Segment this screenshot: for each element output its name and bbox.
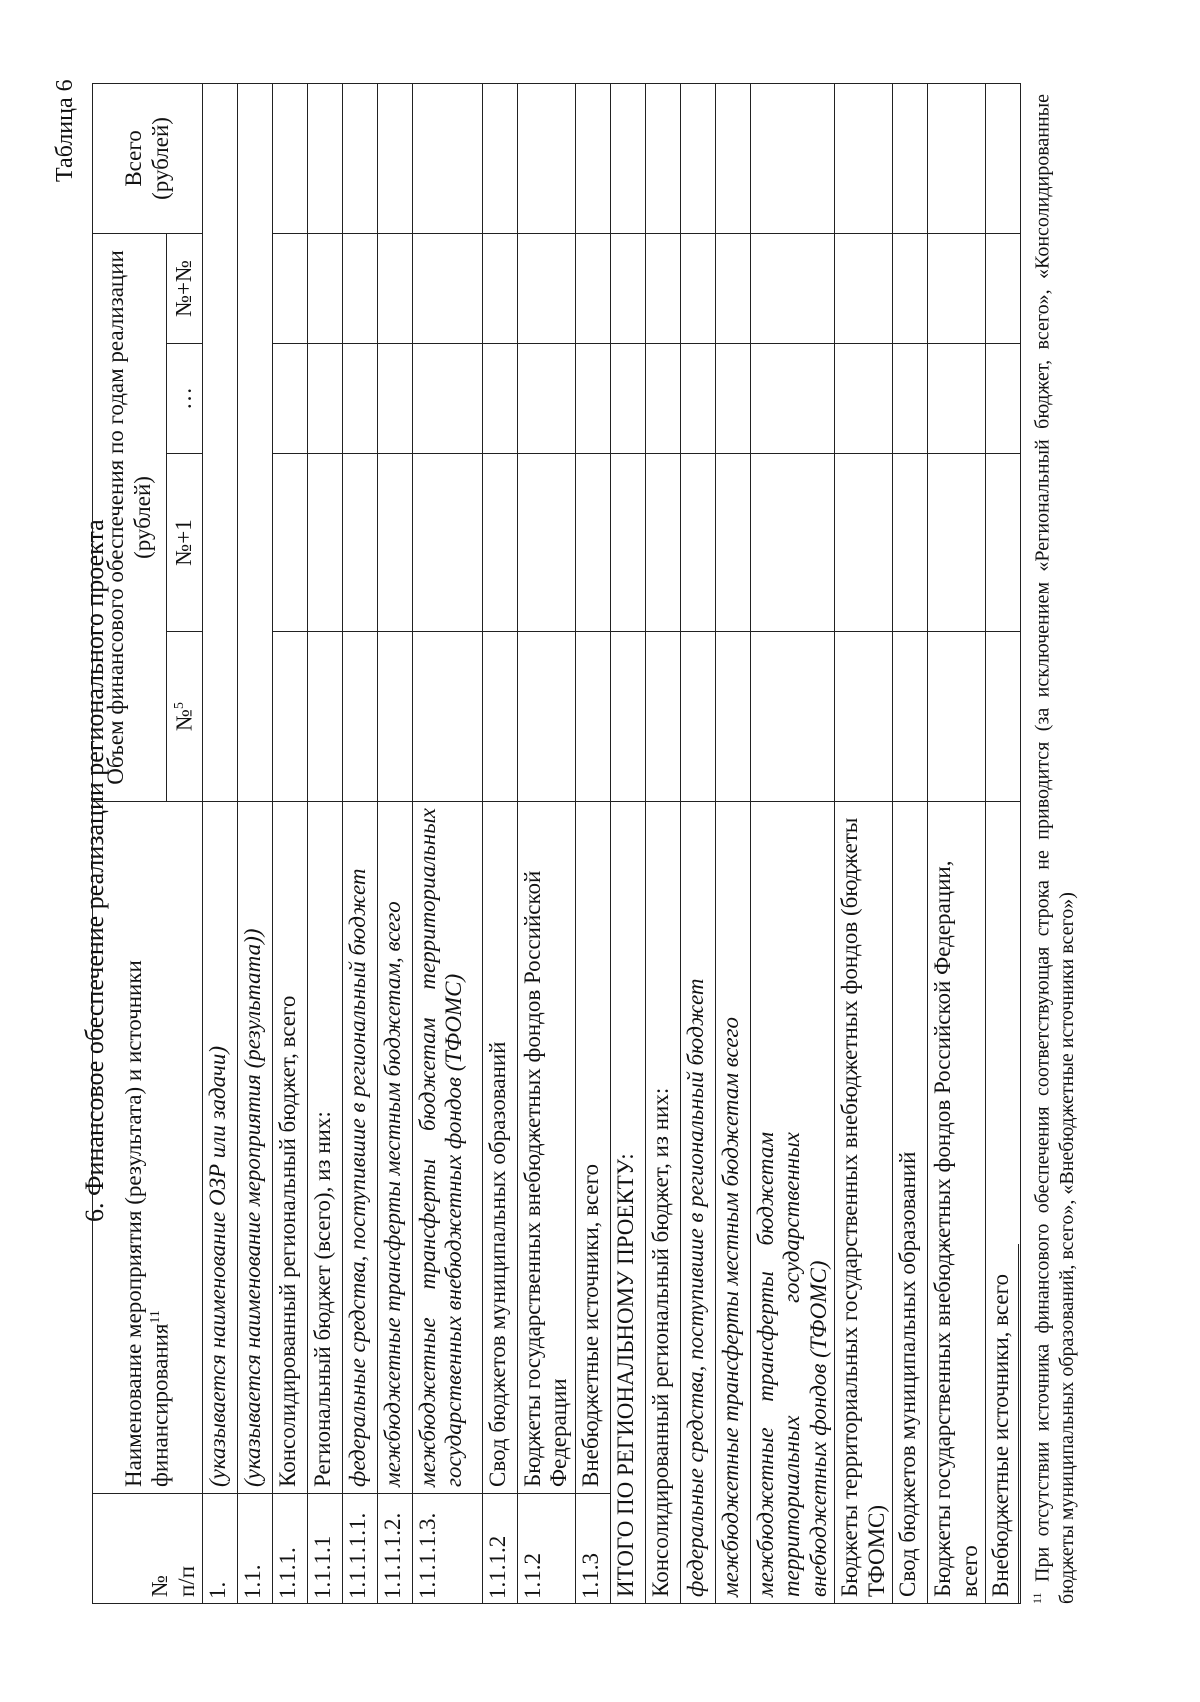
value-cell (343, 83, 378, 233)
value-cell (893, 83, 928, 233)
summary-row (985, 83, 1020, 1603)
summary-name: Консолидированный региональный бюджет, из них: (645, 802, 680, 1604)
value-cell (308, 454, 343, 632)
value-cell (835, 632, 893, 802)
value-cell (575, 632, 610, 802)
value-cell (483, 83, 518, 233)
value-cell (273, 632, 308, 802)
value-cell (575, 344, 610, 454)
table-caption: Таблица 6 (52, 79, 78, 182)
value-cell (308, 344, 343, 454)
value-cell (715, 233, 750, 343)
header-total: Всего (рублей) (93, 83, 203, 233)
value-cell (575, 233, 610, 343)
value-cell (893, 632, 928, 802)
value-cell (610, 344, 645, 454)
value-cell (273, 344, 308, 454)
row-name: Бюджеты государственных внебюджетных фондов Российской Федерации (518, 802, 576, 1494)
table-row (518, 83, 576, 1603)
value-cell (413, 454, 483, 632)
value-cell (273, 83, 308, 233)
header-name-footnote-mark: 11 (147, 1310, 163, 1324)
value-cell (835, 83, 893, 233)
value-cell (343, 344, 378, 454)
value-cell (715, 83, 750, 233)
value-cell (378, 454, 413, 632)
row-cell-empty (238, 83, 273, 801)
summary-row (680, 83, 715, 1603)
value-cell (518, 233, 576, 343)
summary-row (610, 83, 645, 1603)
row-num: 1.1. (238, 1494, 273, 1604)
value-cell (985, 83, 1020, 233)
value-cell (343, 632, 378, 802)
value-cell (680, 632, 715, 802)
summary-name: ИТОГО ПО РЕГИОНАЛЬНОМУ ПРОЕКТУ: (610, 802, 645, 1604)
table-row (413, 83, 483, 1603)
value-cell (378, 83, 413, 233)
value-cell (893, 344, 928, 454)
value-cell (985, 233, 1020, 343)
value-cell (308, 632, 343, 802)
financing-table (92, 83, 1021, 1604)
row-num: 1. (203, 1494, 238, 1604)
value-cell (518, 632, 576, 802)
value-cell (483, 344, 518, 454)
header-name (93, 802, 203, 1494)
value-cell (715, 454, 750, 632)
header-volume: Объем финансового обеспечения по годам реализации (рублей) (93, 233, 167, 801)
header-num (93, 1494, 203, 1604)
row-name: Свод бюджетов муниципальных образований (483, 802, 518, 1494)
header-year-1-mark: 5 (170, 702, 186, 709)
value-cell (413, 233, 483, 343)
value-cell (645, 83, 680, 233)
value-cell (680, 233, 715, 343)
summary-row (645, 83, 680, 1603)
value-cell (413, 83, 483, 233)
row-name: межбюджетные трансферты бюджетам территориальных государственных внебюджетных фондов (ТФОМС) (413, 802, 483, 1494)
value-cell (645, 233, 680, 343)
value-cell (715, 632, 750, 802)
row-name: Консолидированный региональный бюджет, всего (273, 802, 308, 1494)
value-cell (985, 454, 1020, 632)
value-cell (928, 344, 986, 454)
row-num: 1.1.1.1 (308, 1494, 343, 1604)
value-cell (610, 454, 645, 632)
value-cell (835, 233, 893, 343)
table-row (238, 83, 273, 1603)
value-cell (750, 454, 834, 632)
header-year-1-text: № (171, 708, 197, 731)
summary-row (835, 83, 893, 1603)
value-cell (483, 454, 518, 632)
value-cell (518, 454, 576, 632)
row-name: (указывается наименование ОЗР или задачи) (203, 802, 238, 1494)
value-cell (378, 632, 413, 802)
value-cell (680, 344, 715, 454)
value-cell (575, 83, 610, 233)
value-cell (680, 83, 715, 233)
row-num: 1.1.1. (273, 1494, 308, 1604)
value-cell (985, 344, 1020, 454)
value-cell (378, 344, 413, 454)
header-row-1 (93, 83, 167, 1603)
summary-name: Бюджеты территориальных государственных внебюджетных фондов (бюджеты ТФОМС) (835, 802, 893, 1604)
row-num: 1.1.3 (575, 1494, 610, 1604)
value-cell (680, 454, 715, 632)
header-name-text: Наименование мероприятия (результата) и источники финансирования (120, 960, 173, 1487)
value-cell (750, 632, 834, 802)
header-year-1 (167, 632, 203, 802)
table-row (575, 83, 610, 1603)
summary-name: межбюджетные трансферты бюджетам территориальных государственных внебюджетных фондов (ТФОМС) (750, 802, 834, 1604)
value-cell (893, 454, 928, 632)
value-cell (308, 233, 343, 343)
value-cell (928, 454, 986, 632)
value-cell (645, 344, 680, 454)
footnote-mark: 11 (1030, 1592, 1044, 1604)
summary-name: межбюджетные трансферты местным бюджетам всего (715, 802, 750, 1604)
summary-name: федеральные средства, поступившие в региональный бюджет (680, 802, 715, 1604)
table-row (273, 83, 308, 1603)
value-cell (835, 344, 893, 454)
value-cell (750, 83, 834, 233)
footnote-divider (1018, 1244, 1019, 1604)
value-cell (518, 344, 576, 454)
header-num-line2: п/п (173, 1565, 199, 1597)
value-cell (928, 233, 986, 343)
value-cell (273, 233, 308, 343)
value-cell (575, 454, 610, 632)
table-row (203, 83, 238, 1603)
value-cell (928, 632, 986, 802)
summary-row (715, 83, 750, 1603)
row-name: межбюджетные трансферты местным бюджетам, всего (378, 802, 413, 1494)
summary-name: Внебюджетные источники, всего (985, 802, 1020, 1604)
value-cell (645, 454, 680, 632)
value-cell (985, 632, 1020, 802)
value-cell (645, 632, 680, 802)
row-num: 1.1.1.1.1. (343, 1494, 378, 1604)
row-name: (указывается наименование мероприятия (результата)) (238, 802, 273, 1494)
value-cell (413, 632, 483, 802)
value-cell (378, 233, 413, 343)
row-cell-empty (203, 83, 238, 801)
section-title: 6. Финансовое обеспечение реализации регионального проекта (80, 519, 109, 1222)
value-cell (308, 83, 343, 233)
value-cell (715, 344, 750, 454)
header-num-line1: № (147, 1575, 173, 1597)
row-name: Внебюджетные источники, всего (575, 802, 610, 1494)
value-cell (835, 454, 893, 632)
value-cell (610, 233, 645, 343)
header-year-2: №+1 (167, 454, 203, 632)
summary-row (893, 83, 928, 1603)
table-row (483, 83, 518, 1603)
value-cell (893, 233, 928, 343)
table-row (308, 83, 343, 1603)
row-num: 1.1.1.2 (483, 1494, 518, 1604)
value-cell (413, 344, 483, 454)
value-cell (750, 233, 834, 343)
value-cell (750, 344, 834, 454)
value-cell (483, 233, 518, 343)
row-num: 1.1.1.1.3. (413, 1494, 483, 1604)
value-cell (610, 83, 645, 233)
value-cell (928, 83, 986, 233)
value-cell (273, 454, 308, 632)
row-num: 1.1.2 (518, 1494, 576, 1604)
header-year-4: №+№ (167, 233, 203, 343)
value-cell (518, 83, 576, 233)
row-name: Региональный бюджет (всего), из них: (308, 802, 343, 1494)
footnote (1030, 94, 1079, 1604)
table-row (378, 83, 413, 1603)
footnote-text: При отсутствии источника финансового обеспечения соответствующая строка не приводится (за исключением «Региональный бюджет, всего», «Консолидированные бюджеты муниципальных образований, всего», «Внебюджетные источники всего») (1031, 93, 1078, 1604)
summary-name: Свод бюджетов муниципальных образований (893, 802, 928, 1604)
summary-name: Бюджеты государственных внебюджетных фондов Российской Федерации, всего (928, 802, 986, 1604)
value-cell (610, 632, 645, 802)
header-year-3: … (167, 344, 203, 454)
value-cell (343, 233, 378, 343)
value-cell (483, 632, 518, 802)
table-row (343, 83, 378, 1603)
value-cell (343, 454, 378, 632)
row-num: 1.1.1.1.2. (378, 1494, 413, 1604)
summary-row (750, 83, 834, 1603)
row-name: федеральные средства, поступившие в региональный бюджет (343, 802, 378, 1494)
summary-row (928, 83, 986, 1603)
